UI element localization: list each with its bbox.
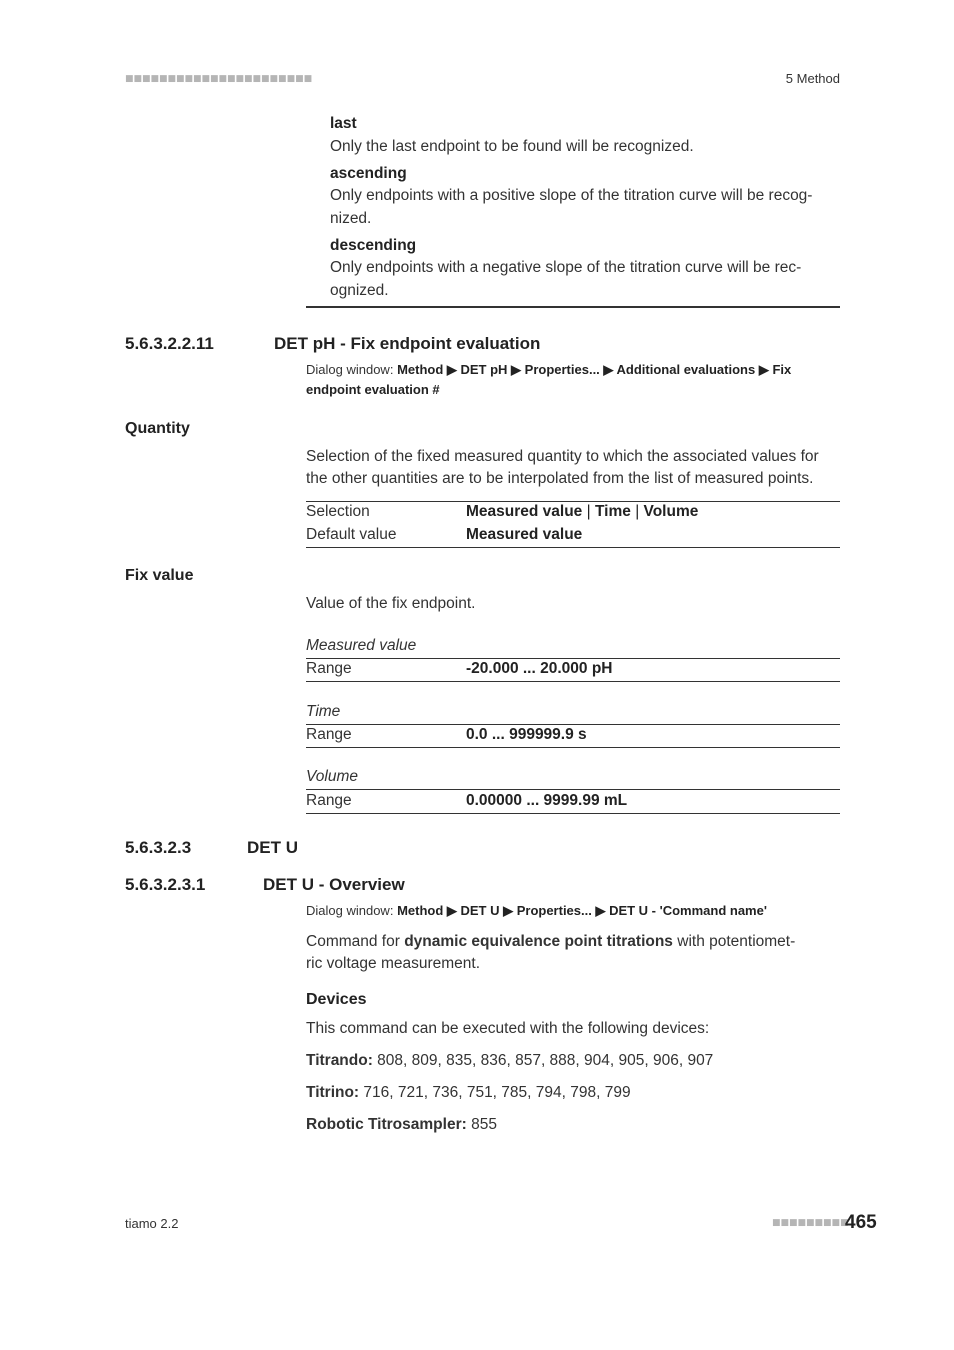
dialog-path: Method ▶ DET U ▶ Properties... ▶ DET U - 'Command name' [397,903,767,918]
footer-decoration: ■■■■■■■■■ [772,1218,849,1228]
section-title-fix: DET pH - Fix endpoint evaluation [274,334,541,353]
quantity-desc-1: Selection of the fixed measured quantity to which the associated values for [306,448,819,465]
default-label: Default value [306,526,397,543]
range-value-time: 0.0 ... 999999.9 s [466,726,587,743]
default-value: Measured value [466,526,583,543]
device-robotic-titrosampler [306,1114,497,1137]
option-term-descending: descending [330,237,417,254]
option-term-ascending: ascending [330,165,407,182]
selection-value-measured: Measured value [466,503,583,520]
selection-values [466,503,698,521]
range-label-time: Range [306,726,352,743]
range-label-measured: Range [306,660,352,677]
group-top-rule [306,658,840,659]
chapter-title: 5 Method [785,71,840,86]
command-desc-prefix: Command for [306,933,405,950]
quantity-table-bottom-rule [306,547,840,548]
section-number-detu: 5.6.3.2.3 [125,838,192,857]
table-bottom-rule [306,306,840,308]
group-name-measured: Measured value [306,637,417,654]
devices-heading: Devices [306,991,367,1008]
option-desc-descending-1: Only endpoints with a negative slope of the titration curve will be rec- [330,259,802,276]
group-top-rule [306,724,840,725]
group-top-rule [306,789,840,790]
device-models: 716, 721, 736, 751, 785, 794, 798, 799 [359,1084,631,1101]
device-models: 855 [466,1116,497,1133]
fix-value-desc: Value of the fix endpoint. [306,595,476,612]
device-name: Titrino: [306,1084,360,1101]
range-label-volume: Range [306,792,352,809]
selection-separator: | [586,503,591,520]
device-titrino [306,1082,631,1105]
device-name: Robotic Titrosampler: [306,1116,467,1133]
header-decoration: ■■■■■■■■■■■■■■■■■■■■■■ [125,74,313,84]
range-value-volume: 0.00000 ... 9999.99 mL [466,792,628,809]
command-desc-line2: ric voltage measurement. [306,955,481,972]
devices-intro: This command can be executed with the following devices: [306,1020,710,1037]
footer-product: tiamo 2.2 [125,1216,179,1231]
quantity-table-top-rule [306,501,840,502]
selection-value-volume: Volume [643,503,699,520]
group-bottom-rule [306,681,840,682]
group-bottom-rule [306,813,840,814]
range-value-measured: -20.000 ... 20.000 pH [466,660,613,677]
device-name: Titrando: [306,1052,373,1069]
section-title-detu: DET U [247,838,298,857]
option-desc-last: Only the last endpoint to be found will be recognized. [330,138,694,155]
option-desc-ascending-2: nized. [330,210,372,227]
quantity-desc-2: the other quantities are to be interpolated from the list of measured points. [306,470,814,487]
option-desc-ascending-1: Only endpoints with a positive slope of the titration curve will be recog- [330,187,813,204]
group-name-time: Time [306,703,341,720]
fix-value-heading: Fix value [125,567,194,584]
dialog-path-line1: Method ▶ DET pH ▶ Properties... ▶ Additional evaluations ▶ Fix [397,362,792,377]
group-bottom-rule [306,747,840,748]
command-desc-suffix: with potentiomet- [672,933,796,950]
selection-value-time: Time [594,503,631,520]
command-desc [306,931,846,954]
section-number-fix: 5.6.3.2.2.11 [125,334,214,353]
option-desc-descending-2: ognized. [330,282,389,299]
section-number-detu-overview: 5.6.3.2.3.1 [125,875,206,894]
selection-label: Selection [306,503,370,520]
option-term-last: last [330,115,357,132]
dialog-path-fix [306,360,840,400]
command-desc-bold: dynamic equivalence point titrations [404,933,673,950]
device-titrando [306,1050,713,1073]
dialog-prefix: Dialog window: [306,362,394,377]
group-name-volume: Volume [306,768,358,785]
page-number: 465 [845,1212,877,1233]
dialog-path-line2: endpoint evaluation # [306,382,440,397]
dialog-path-detu [306,901,840,921]
quantity-heading: Quantity [125,420,190,437]
selection-separator: | [635,503,640,520]
dialog-prefix: Dialog window: [306,903,394,918]
section-title-detu-overview: DET U - Overview [263,875,405,894]
device-models: 808, 809, 835, 836, 857, 888, 904, 905, 906, 907 [372,1052,714,1069]
